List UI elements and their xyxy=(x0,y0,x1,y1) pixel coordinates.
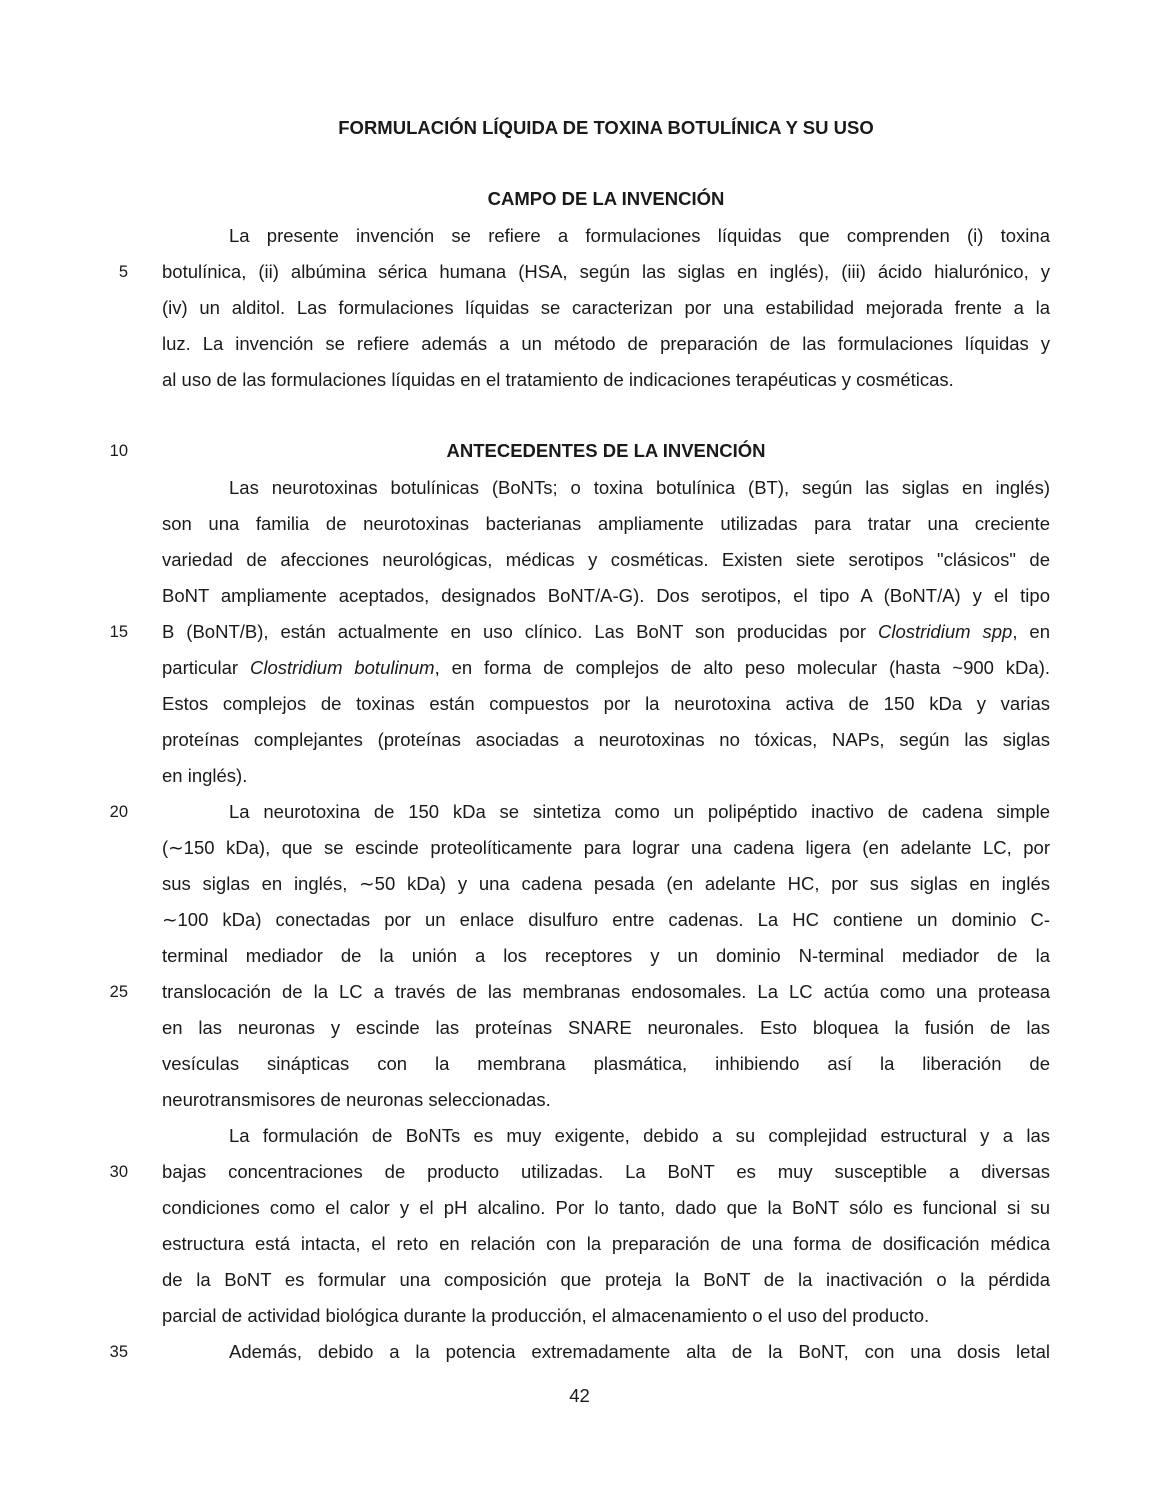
text-line: Además, debido a la potencia extremadamente alta de la BoNT, con una dosis letal xyxy=(229,1341,1050,1362)
page-number: 42 xyxy=(569,1385,590,1406)
text-run: particular xyxy=(162,657,250,678)
text-line: BoNT ampliamente aceptados, designados BoNT/A-G). Dos serotipos, el tipo A (BoNT/A) y el tipo xyxy=(162,585,1050,606)
line-number: 5 xyxy=(118,263,128,281)
text-line: condiciones como el calor y el pH alcalino. Por lo tanto, dado que la BoNT sólo es funcional si su xyxy=(162,1197,1050,1218)
text-line: en las neuronas y escinde las proteínas SNARE neuronales. Esto bloquea la fusión de las xyxy=(162,1017,1050,1038)
text-line: sus siglas en inglés, ∼50 kDa) y una cadena pesada (en adelante HC, por sus siglas en inglés xyxy=(162,873,1050,894)
text-line: neurotransmisores de neuronas seleccionadas. xyxy=(162,1089,551,1110)
text-line: vesículas sinápticas con la membrana plasmática, inhibiendo así la liberación de xyxy=(162,1053,1050,1074)
text-line: (∼150 kDa), que se escinde proteolíticamente para lograr una cadena ligera (en adelante LC, por xyxy=(162,837,1050,858)
text-line: La presente invención se refiere a formulaciones líquidas que comprenden (i) toxina xyxy=(229,225,1050,246)
section-heading-antecedentes: ANTECEDENTES DE LA INVENCIÓN xyxy=(446,440,766,461)
text-run: , en forma de complejos de alto peso molecular (hasta ~900 kDa). xyxy=(434,657,1051,678)
text-run: B (BoNT/B), están actualmente en uso clínico. Las BoNT son producidas por xyxy=(162,621,878,642)
text-line: en inglés). xyxy=(162,765,248,786)
text-line: La formulación de BoNTs es muy exigente, debido a su complejidad estructural y a las xyxy=(229,1125,1050,1146)
document-title: FORMULACIÓN LÍQUIDA DE TOXINA BOTULÍNICA Y SU USO xyxy=(338,117,874,138)
line-number: 35 xyxy=(109,1343,128,1361)
text-run: , en xyxy=(1012,621,1050,642)
line-number: 25 xyxy=(109,983,128,1001)
text-line: terminal mediador de la unión a los receptores y un dominio N-terminal mediador de la xyxy=(162,945,1050,966)
line-number: 15 xyxy=(109,623,128,641)
text-line: (iv) un alditol. Las formulaciones líquidas se caracterizan por una estabilidad mejorada frente a la xyxy=(162,297,1050,318)
line-number: 10 xyxy=(109,442,128,460)
line-number: 30 xyxy=(109,1163,128,1181)
text-line: luz. La invención se refiere además a un método de preparación de las formulaciones líquidas y xyxy=(162,333,1050,354)
text-line: de la BoNT es formular una composición que proteja la BoNT de la inactivación o la pérdida xyxy=(162,1269,1050,1290)
text-line: parcial de actividad biológica durante la producción, el almacenamiento o el uso del producto. xyxy=(162,1305,930,1326)
text-line: Estos complejos de toxinas están compuestos por la neurotoxina activa de 150 kDa y varias xyxy=(162,693,1050,714)
text-line-mixed xyxy=(162,620,1050,644)
text-line: al uso de las formulaciones líquidas en el tratamiento de indicaciones terapéuticas y cosméticas. xyxy=(162,369,954,390)
text-line: variedad de afecciones neurológicas, médicas y cosméticas. Existen siete serotipos "clásicos" de xyxy=(162,549,1050,570)
text-line: bajas concentraciones de producto utilizadas. La BoNT es muy susceptible a diversas xyxy=(162,1161,1050,1182)
text-line: ∼100 kDa) conectadas por un enlace disulfuro entre cadenas. La HC contiene un dominio C- xyxy=(162,909,1050,930)
text-line: estructura está intacta, el reto en relación con la preparación de una forma de dosificación médica xyxy=(162,1233,1050,1254)
text-line: Las neurotoxinas botulínicas (BoNTs; o toxina botulínica (BT), según las siglas en inglés) xyxy=(229,477,1050,498)
italic-species-name: Clostridium botulinum xyxy=(249,657,435,678)
italic-species-name: Clostridium spp xyxy=(878,621,1013,642)
text-line: proteínas complejantes (proteínas asociadas a neurotoxinas no tóxicas, NAPs, según las siglas xyxy=(162,729,1050,750)
line-number: 20 xyxy=(109,803,128,821)
text-line: translocación de la LC a través de las membranas endosomales. La LC actúa como una proteasa xyxy=(162,981,1050,1002)
text-line: La neurotoxina de 150 kDa se sintetiza como un polipéptido inactivo de cadena simple xyxy=(229,801,1050,822)
text-line-mixed xyxy=(162,656,1050,680)
section-heading-campo: CAMPO DE LA INVENCIÓN xyxy=(487,188,725,209)
text-line: son una familia de neurotoxinas bacterianas ampliamente utilizadas para tratar una creciente xyxy=(162,513,1050,534)
text-line: botulínica, (ii) albúmina sérica humana (HSA, según las siglas en inglés), (iii) ácido hialurónico, y xyxy=(162,261,1050,282)
